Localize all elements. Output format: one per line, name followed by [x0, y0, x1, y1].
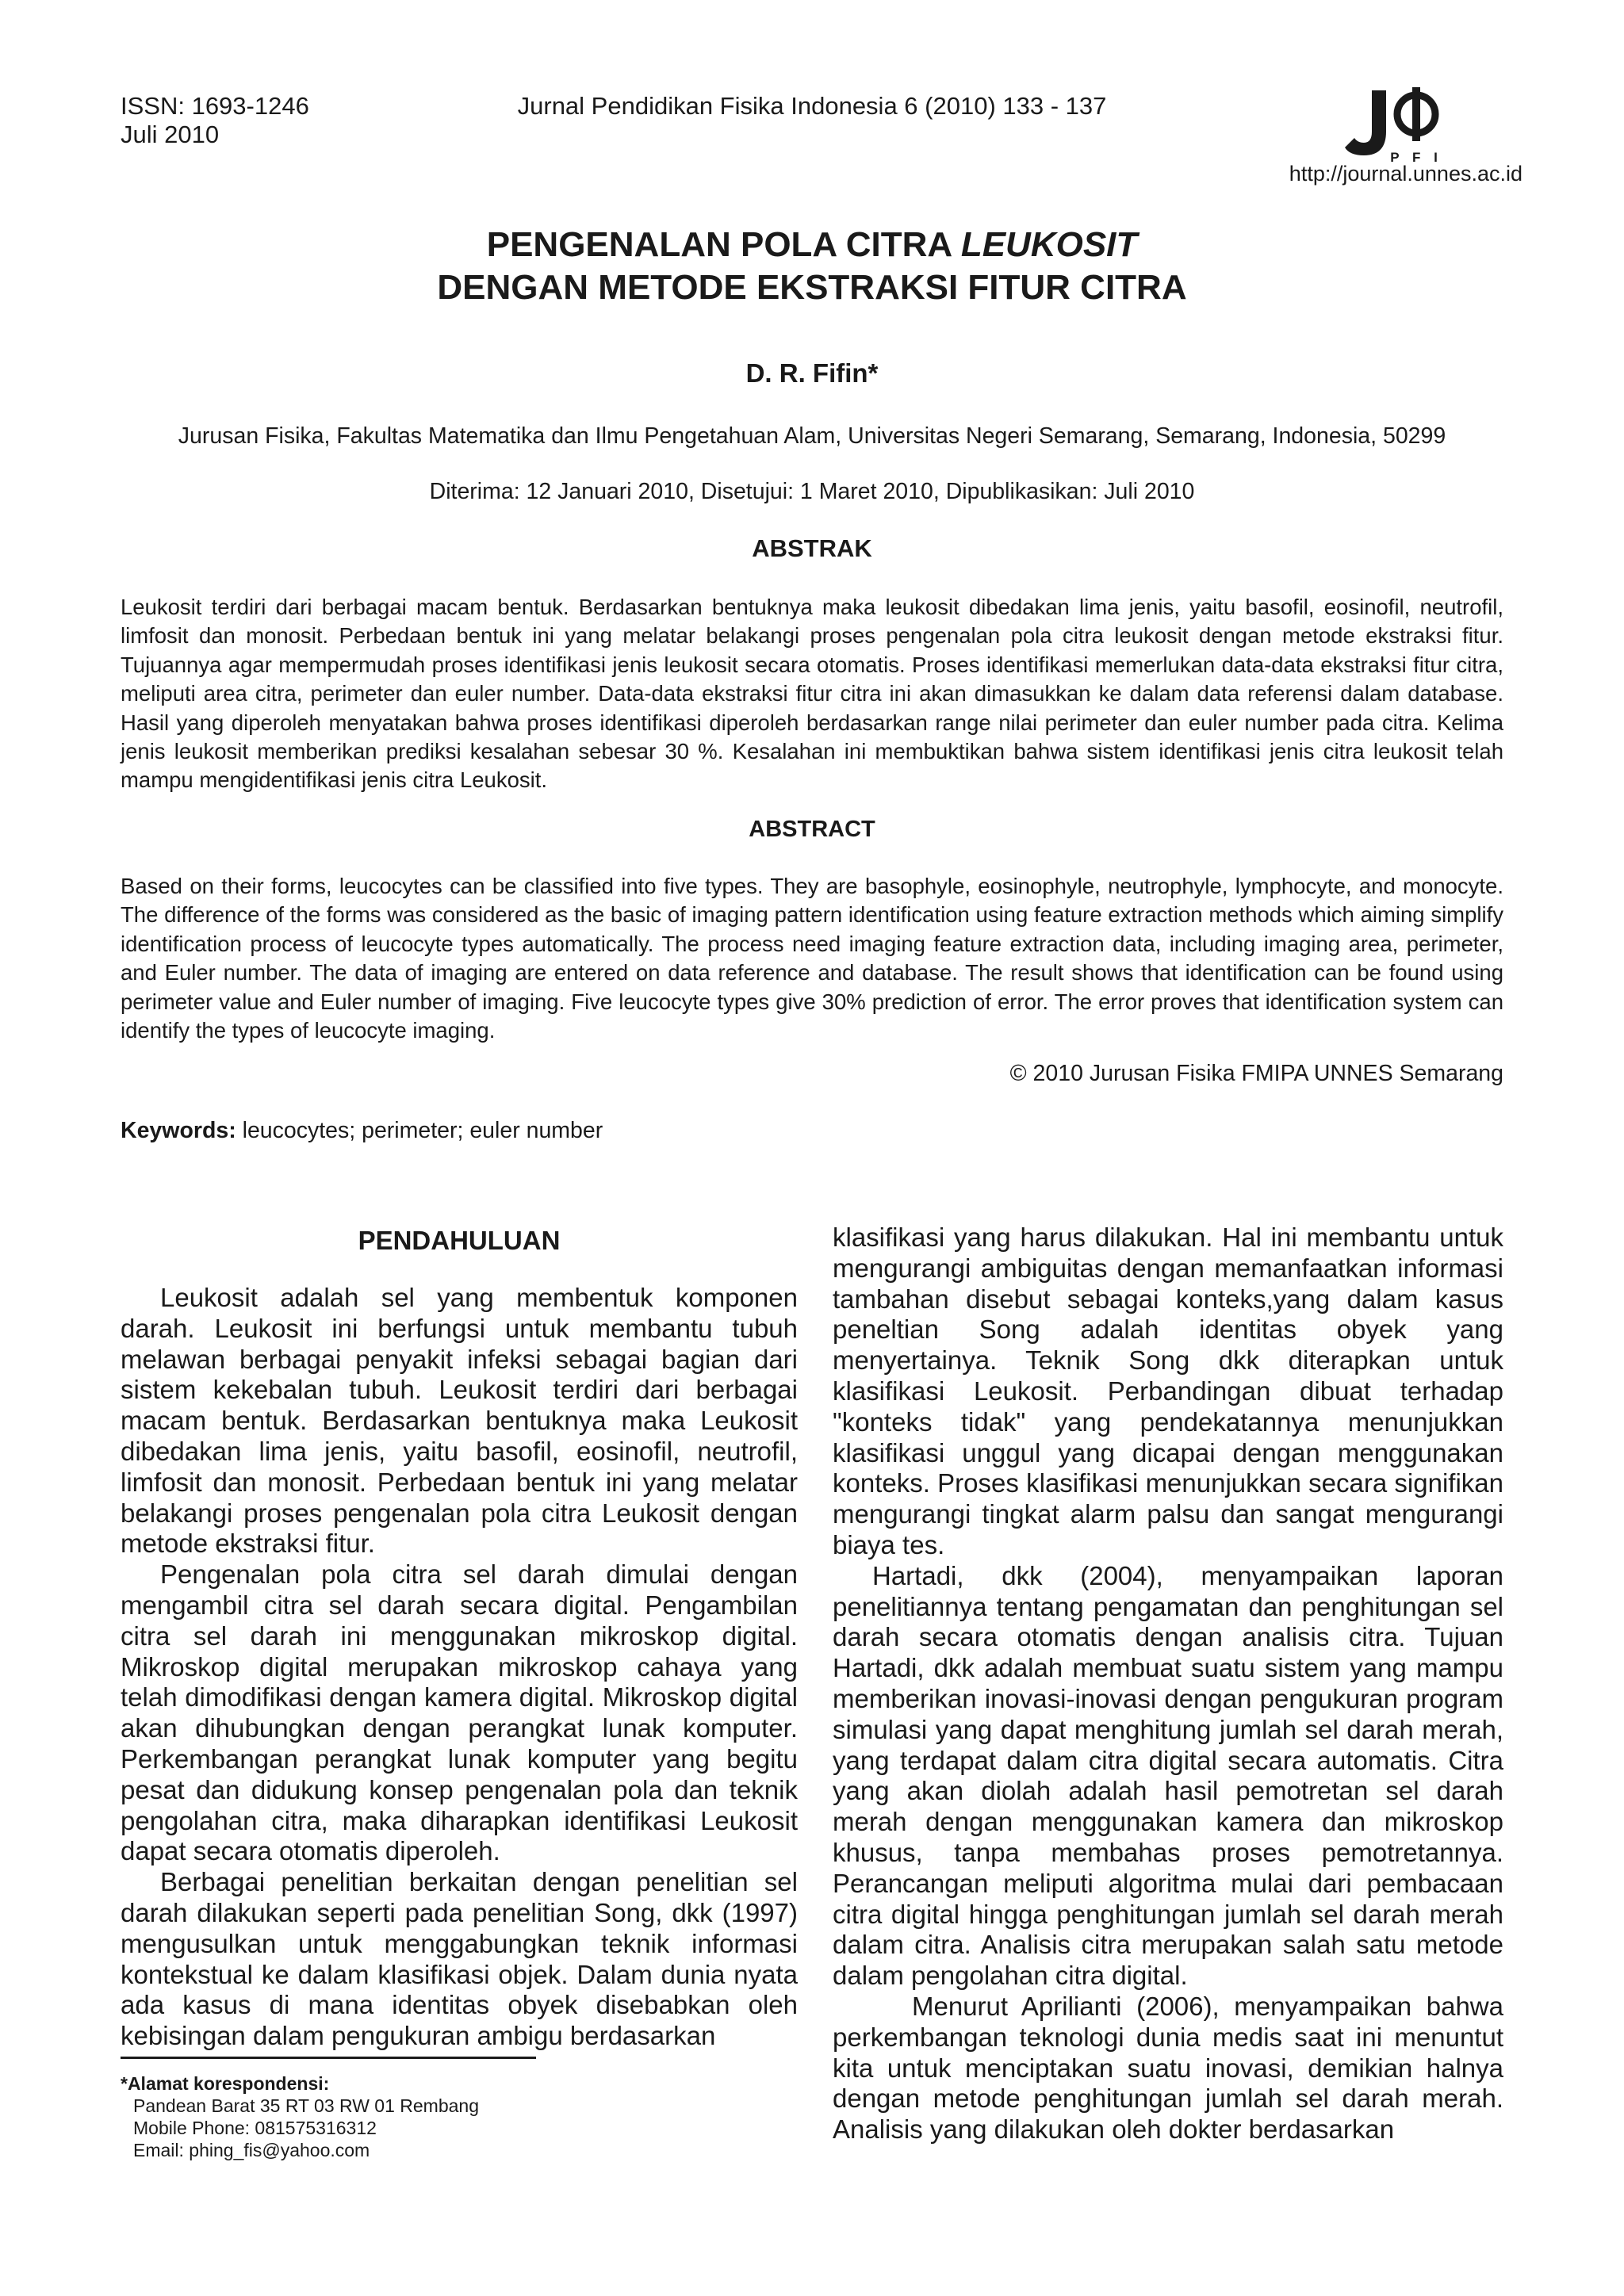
keywords-text: leucocytes; perimeter; euler number [236, 1118, 603, 1143]
abstract-text: Based on their forms, leucocytes can be classified into five types. They are basophyle, eosinophyle, neutrophyle, lymphocyte, and monocyte. The difference of the forms was considered as the basic of imaging pattern identification using feature extraction methods which aiming simplify identification process of leucocyte types automatically. The process need imaging feature extraction data, including imaging area, perimeter, and Euler number. The data of imaging are entered on data reference and database. The result shows that identification can be found using perimeter value and Euler number of imaging. Five leucocyte types give 30% prediction of error. The error proves that identification system can identify the types of leucocyte imaging. [121, 874, 1503, 1043]
title-line-1: PENGENALAN POLA CITRA LEUKOSIT [486, 225, 1138, 264]
issn: ISSN: 1693-1246 [121, 92, 309, 120]
title-italic-word: LEUKOSIT [960, 225, 1138, 264]
abstrak-text: Leukosit terdiri dari berbagai macam bentuk. Berdasarkan bentuknya maka leukosit dibedakan lima jenis, yaitu basofil, eosinofil, neutrofil, limfosit dan monosit. Perbedaan bentuk ini yang melatar belakangi proses pengenalan pola citra leukosit dengan metode ekstraksi fitur. Tujuannya agar mempermudah proses identifikasi jenis leukosit secara otomatis. Proses identifikasi memerlukan data-data ekstraksi fitur citra, meliputi area citra, perimeter dan euler number. Data-data ekstraksi fitur citra ini akan dimasukkan ke dalam data referensi dalam database. Hasil yang diperoleh menyatakan bahwa proses identifikasi diperoleh berdasarkan range nilai perimeter dan euler number pada citra. Kelima jenis leukosit memberikan prediksi kesalahan sebesar 30 %. Kesalahan ini membuktikan bahwa sistem identifikasi jenis citra leukosit telah mampu mengidentifikasi jenis citra Leukosit. [121, 595, 1503, 793]
paragraph: Hartadi, dkk (2004), menyampaikan laporan penelitiannya tentang pengamatan dan penghitungan sel darah secara otomatis dengan analisis citra. Tujuan Hartadi, dkk adalah membuat suatu sistem yang mampu memberikan inovasi-inovasi dengan pengukuran program simulasi yang dapat menghitung jumlah sel darah merah, yang terdapat dalam citra digital secara automatis. Citra yang akan diolah adalah hasil pemotretan sel darah merah dengan menggunakan kamera dan mikroskop khusus, tanpa membahas proses pemotretannya. Perancangan meliputi algoritma mulai dari pembacaan citra digital hingga penghitungan jumlah sel darah merah dalam citra. Analisis citra merupakan salah satu metode dalam pengolahan citra digital. [833, 1560, 1503, 1991]
title-line-2: DENGAN METODE EKSTRAKSI FITUR CITRA [437, 268, 1187, 307]
paragraph: Menurut Aprilianti (2006), menyampaikan bahwa perkembangan teknologi dunia medis saat ini menuntut kita untuk menciptakan suatu inovasi, demikian halnya dengan metode penghitungan jumlah sel darah merah. Analisis yang dilakukan oleh dokter berdasarkan [833, 1991, 1503, 2145]
footnote [121, 2072, 479, 2161]
paragraph: Leukosit adalah sel yang membentuk komponen darah. Leukosit ini berfungsi untuk membantu tubuh melawan berbagai penyakit infeksi sebagai bagian dari sistem kekebalan tubuh. Leukosit terdiri dari berbagai macam bentuk. Berdasarkan bentuknya maka Leukosit dibedakan lima jenis, yaitu basofil, eosinofil, neutrofil, limfosit dan monosit. Perbedaan bentuk ini yang melatar belakangi proses pengenalan pola citra Leukosit dengan metode ekstraksi fitur. [121, 1283, 798, 1559]
author: D. R. Fifin* [745, 358, 879, 388]
affiliation: Jurusan Fisika, Fakultas Matematika dan Ilmu Pengetahuan Alam, Universitas Negeri Semarang, Semarang, Indonesia, 50299 [178, 423, 1446, 449]
keywords [121, 1118, 603, 1144]
footnote-email[interactable]: Email: phing_fis@yahoo.com [133, 2140, 370, 2160]
keywords-label: Keywords: [121, 1118, 236, 1143]
footnote-rule [121, 2057, 536, 2059]
logo-subtext: P F I [1390, 150, 1442, 165]
jpfi-logo-icon [1340, 82, 1459, 168]
body-column-right [833, 1223, 1503, 2145]
journal-citation: Jurnal Pendidikan Fisika Indonesia 6 (2010) 133 - 137 [517, 92, 1107, 120]
footnote-label: *Alamat korespondensi: [121, 2073, 330, 2094]
paragraph: klasifikasi yang harus dilakukan. Hal ini membantu untuk mengurangi ambiguitas dengan memanfaatkan informasi tambahan disebut sebagai konteks,yang dalam kasus peneltian Song adalah identitas obyek yang menyertainya. Teknik Song dkk diterapkan untuk klasifikasi Leukosit. Perbandingan dibuat terhadap "konteks tidak" yang pendekatannya menunjukkan klasifikasi unggul yang dicapai dengan menggunakan konteks. Proses klasifikasi menunjukkan secara signifikan mengurangi tingkat alarm palsu dan sangat mengurangi biaya tes. [833, 1223, 1503, 1559]
abstract-heading: ABSTRACT [749, 817, 875, 842]
abstrak-heading: ABSTRAK [752, 534, 872, 562]
publication-dates: Diterima: 12 Januari 2010, Disetujui: 1 Maret 2010, Dipublikasikan: Juli 2010 [429, 479, 1195, 504]
paragraph: Berbagai penelitian berkaitan dengan penelitian sel darah dilakukan seperti pada penelitian Song, dkk (1997) mengusulkan untuk menggabungkan teknik informasi kontekstual ke dalam klasifikasi objek. Dalam dunia nyata ada kasus di mana identitas obyek disebabkan oleh kebisingan dalam pengukuran ambigu berdasarkan [121, 1867, 798, 2051]
journal-logo [1340, 82, 1459, 168]
body-column-left [121, 1283, 798, 2052]
issue-date: Juli 2010 [121, 121, 220, 148]
section-heading-pendahuluan: PENDAHULUAN [358, 1226, 561, 1255]
copyright: © 2010 Jurusan Fisika FMIPA UNNES Semarang [1009, 1061, 1503, 1086]
journal-url[interactable]: http://journal.unnes.ac.id [1289, 162, 1522, 186]
paper-title [0, 224, 1624, 309]
paragraph: Pengenalan pola citra sel darah dimulai dengan mengambil citra sel darah secara digital. Pengambilan citra sel darah ini menggunakan mikroskop digital. Mikroskop digital merupakan mikroskop cahaya yang telah dimodifikasi dengan kamera digital. Mikroskop digital akan dihubungkan dengan perangkat lunak komputer. Perkembangan perangkat lunak komputer yang begitu pesat dan didukung konsep pengenalan pola dan teknik pengolahan citra, maka diharapkan identifikasi Leukosit dapat secara otomatis diperoleh. [121, 1559, 798, 1866]
footnote-phone: Mobile Phone: 081575316312 [133, 2118, 377, 2138]
footnote-address: Pandean Barat 35 RT 03 RW 01 Rembang [133, 2095, 480, 2116]
